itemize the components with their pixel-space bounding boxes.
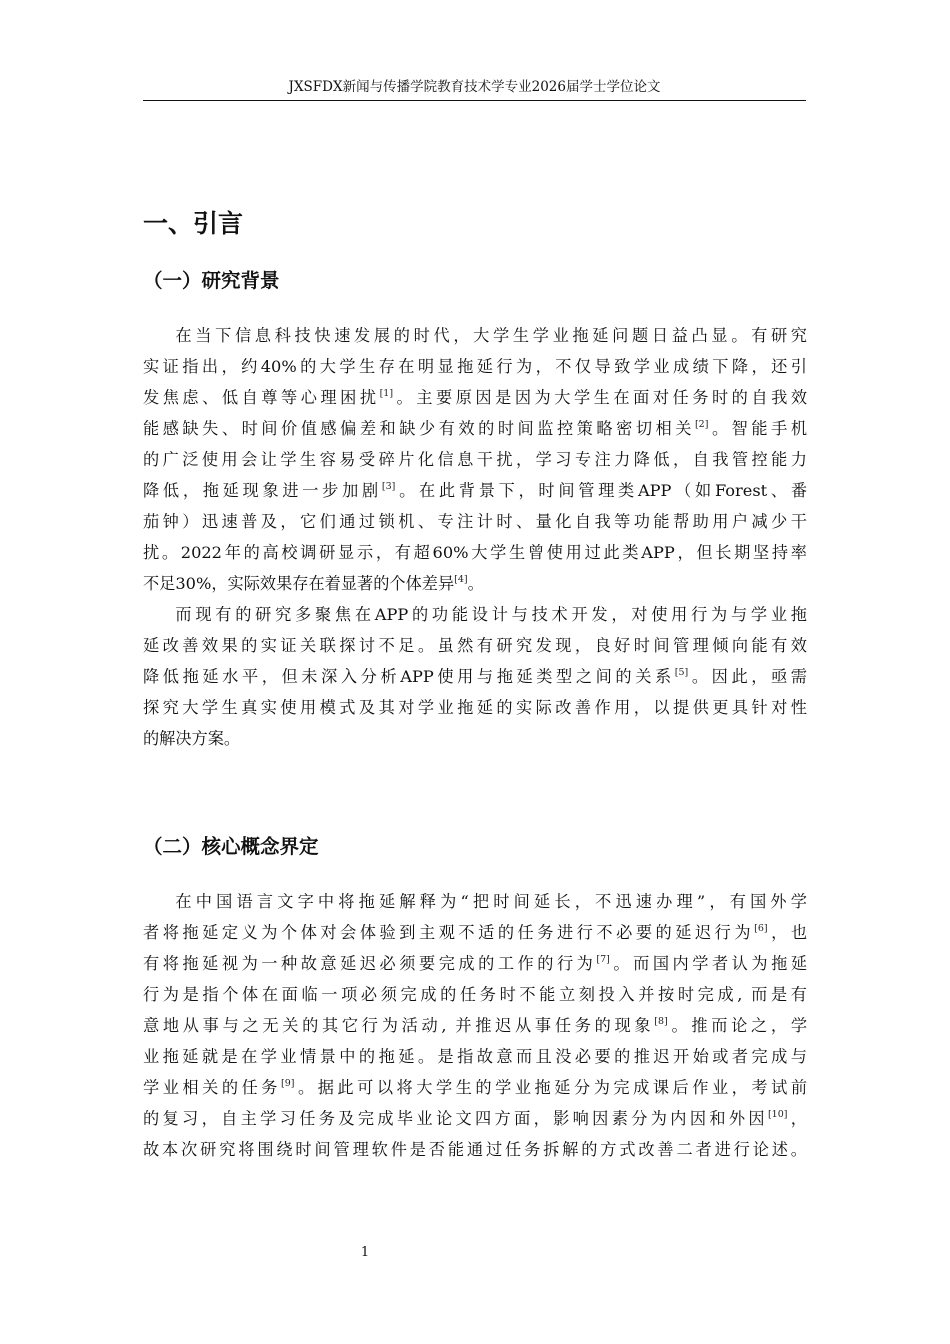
citation-ref[interactable]: [4]	[454, 574, 468, 585]
citation-ref[interactable]: [9]	[281, 1078, 295, 1089]
text-line: 有将拖延视为一种故意延迟必须要完成的工作的行为[7]。而国内学者认为拖延	[143, 954, 807, 973]
text-line: 降低拖延水平，但未深入分析APP使用与拖延类型之间的关系[5]。因此，亟需	[143, 667, 807, 686]
text-line: 能感缺失、时间价值感偏差和缺少有效的时间监控策略密切相关[2]。智能手机	[143, 419, 807, 438]
text-line: 降低，拖延现象进一步加剧[3]。在此背景下，时间管理类APP（如Forest、番	[143, 481, 807, 500]
text-line: 而现有的研究多聚焦在APP的功能设计与技术开发，对使用行为与学业拖	[175, 605, 807, 624]
text-line: 意地从事与之无关的其它行为活动, 并推迟从事任务的现象[8]。推而论之，学	[143, 1016, 807, 1035]
citation-ref[interactable]: [3]	[381, 481, 396, 492]
citation-ref[interactable]: [10]	[767, 1109, 788, 1120]
text-line: 发焦虑、低自尊等心理困扰[1]。主要原因是因为大学生在面对任务时的自我效	[143, 388, 807, 407]
running-header: JXSFDX新闻与传播学院教育技术学专业2026届学士学位论文	[143, 78, 806, 101]
citation-ref[interactable]: [5]	[674, 667, 689, 678]
section-title-concepts: （二）核心概念界定	[143, 835, 319, 858]
text-line: 的复习，自主学习任务及完成毕业论文四方面，影响因素分为内因和外因[10]，	[143, 1109, 807, 1128]
text-line: 实证指出，约40%的大学生存在明显拖延行为，不仅导致学业成绩下降，还引	[143, 357, 807, 376]
text-line: 者将拖延定义为个体对会体验到主观不适的任务进行不必要的延迟行为[6]，也	[143, 923, 807, 942]
citation-ref[interactable]: [1]	[379, 388, 394, 399]
text-line: 行为是指个体在面临一项必须完成的任务时不能立刻投入并按时完成, 而是有	[143, 985, 807, 1004]
text-line: 探究大学生真实使用模式及其对学业拖延的实际改善作用，以提供更具针对性	[143, 698, 807, 717]
citation-ref[interactable]: [6]	[754, 923, 768, 934]
text-line: 业拖延就是在学业情景中的拖延。是指故意而且没必要的推迟开始或者完成与	[143, 1047, 807, 1066]
section-title-background: （一）研究背景	[143, 269, 280, 292]
text-line: 学业相关的任务[9]。据此可以将大学生的学业拖延分为完成课后作业，考试前	[143, 1078, 807, 1097]
chapter-title: 一、引言	[143, 209, 244, 238]
text-line: 延改善效果的实证关联探讨不足。虽然有研究发现，良好时间管理倾向能有效	[143, 636, 807, 655]
text-line: 不足30%，实际效果存在着显著的个体差异[4]。	[143, 574, 484, 593]
text-line: 故本次研究将围绕时间管理软件是否能通过任务拆解的方式改善二者进行论述。	[143, 1140, 807, 1159]
text-line: 扰。2022年的高校调研显示，有超60%大学生曾使用过此类APP，但长期坚持率	[143, 543, 807, 562]
text-line: 的解决方案。	[143, 729, 241, 748]
section-body-background	[143, 320, 807, 754]
text-line: 在中国语言文字中将拖延解释为“把时间延长，不迅速办理”，有国外学	[175, 892, 807, 911]
text-line: 的广泛使用会让学生容易受碎片化信息干扰，学习专注力降低，自我管控能力	[143, 450, 807, 469]
text-line: 茄钟）迅速普及，它们通过锁机、专注计时、量化自我等功能帮助用户减少干	[143, 512, 807, 531]
citation-ref[interactable]: [7]	[596, 954, 610, 965]
page-number: 1	[360, 1245, 370, 1260]
citation-ref[interactable]: [8]	[654, 1016, 668, 1027]
section-body-concepts	[143, 886, 807, 1165]
text-line: 在当下信息科技快速发展的时代，大学生学业拖延问题日益凸显。有研究	[175, 326, 807, 345]
citation-ref[interactable]: [2]	[694, 419, 709, 430]
